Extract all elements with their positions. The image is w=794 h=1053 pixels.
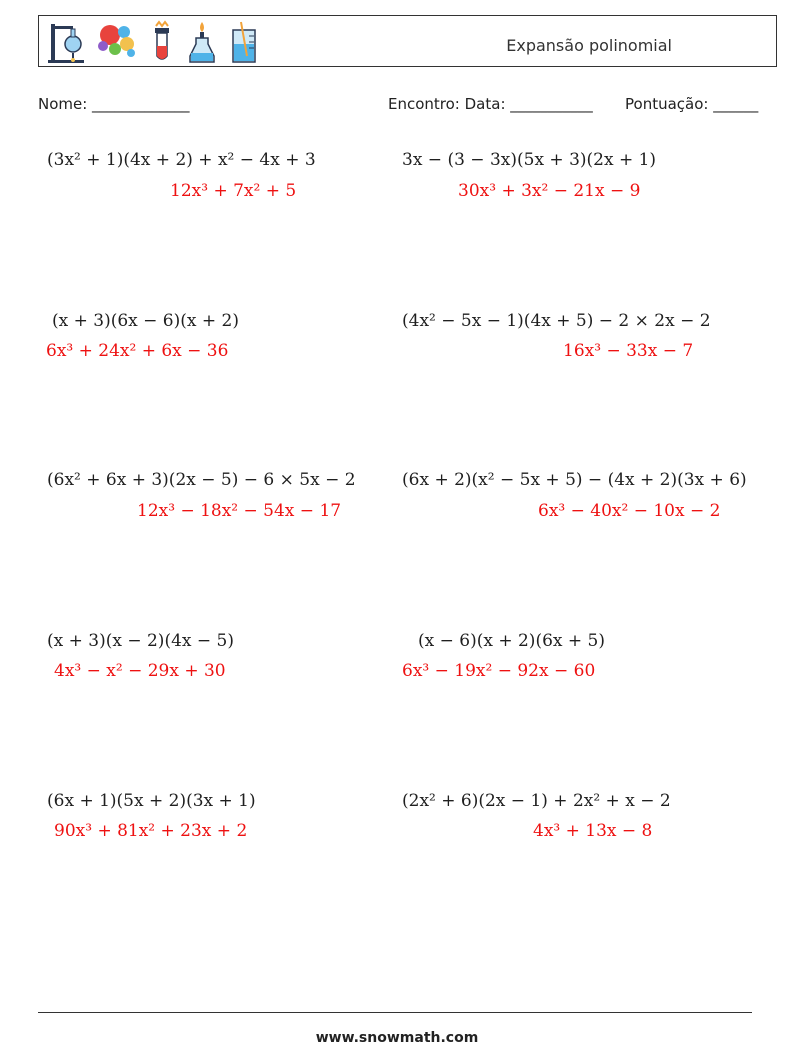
name-field: Nome: _____________ <box>38 95 190 113</box>
problem-answer: 6x³ − 40x² − 10x − 2 <box>538 501 721 521</box>
test-tube-icon <box>147 20 177 64</box>
problem-answer: 30x³ + 3x² − 21x − 9 <box>458 181 641 201</box>
problem-answer: 4x³ + 13x − 8 <box>533 821 653 841</box>
beaker-icon <box>227 20 261 64</box>
problem-expression: (2x² + 6)(2x − 1) + 2x² + x − 2 <box>402 791 671 811</box>
problem-expression: (6x + 2)(x² − 5x + 5) − (4x + 2)(3x + 6) <box>402 470 747 490</box>
problem-expression: (4x² − 5x − 1)(4x + 5) − 2 × 2x − 2 <box>402 311 711 331</box>
icon-strip <box>47 20 261 64</box>
worksheet-title: Expansão polinomial <box>506 36 672 55</box>
problem-answer: 16x³ − 33x − 7 <box>563 341 694 361</box>
score-field: Pontuação: ______ <box>625 95 759 113</box>
problem-answer: 4x³ − x² − 29x + 30 <box>54 661 226 681</box>
footer-website: www.snowmath.com <box>315 1030 479 1046</box>
retort-stand-icon <box>47 20 87 64</box>
problem-answer: 6x³ + 24x² + 6x − 36 <box>46 341 229 361</box>
problem-answer: 12x³ + 7x² + 5 <box>170 181 297 201</box>
date-field: Encontro: Data: ___________ <box>388 95 593 113</box>
problem-expression: (6x² + 6x + 3)(2x − 5) − 6 × 5x − 2 <box>47 470 356 490</box>
problem-answer: 12x³ − 18x² − 54x − 17 <box>137 501 342 521</box>
header-box <box>38 15 777 67</box>
footer-divider <box>38 1012 752 1013</box>
problem-expression: (x − 6)(x + 2)(6x + 5) <box>418 631 605 651</box>
problem-expression: (6x + 1)(5x + 2)(3x + 1) <box>47 791 256 811</box>
bunsen-burner-icon <box>187 20 217 64</box>
problem-expression: 3x − (3 − 3x)(5x + 3)(2x + 1) <box>402 150 657 170</box>
problem-expression: (x + 3)(x − 2)(4x − 5) <box>47 631 234 651</box>
problem-expression: (x + 3)(6x − 6)(x + 2) <box>52 311 239 331</box>
problem-answer: 6x³ − 19x² − 92x − 60 <box>402 661 596 681</box>
problem-expression: (3x² + 1)(4x + 2) + x² − 4x + 3 <box>47 150 316 170</box>
problem-answer: 90x³ + 81x² + 23x + 2 <box>54 821 248 841</box>
molecule-icon <box>97 20 137 64</box>
